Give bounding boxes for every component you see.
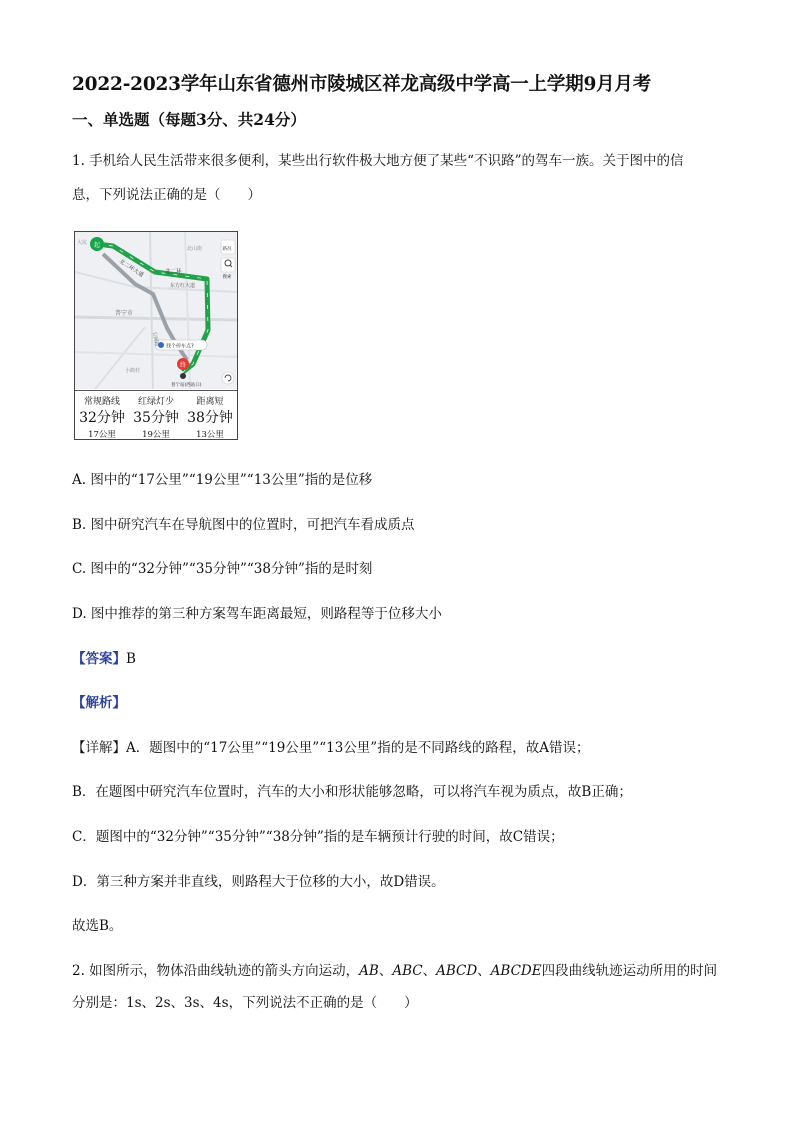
detail-line-c: C．题图中的“32分钟”“35分钟”“38分钟”指的是车辆预计行驶的时间，故C错误； (72, 829, 564, 845)
page-title: 2022-2023学年山东省德州市陵城区祥龙高级中学高一上学期9月月考 (72, 74, 652, 95)
detail-line-b: B．在题图中研究汽车位置时，汽车的大小和形状能够忽略，可以将汽车视为质点，故B正确； (72, 784, 632, 800)
segment-sep: 、 (422, 963, 437, 979)
segment-sep: 、 (477, 963, 491, 979)
detail-line-a (72, 738, 589, 758)
segment-abcde: ABCDE (490, 963, 542, 979)
road-label-b: 北二环 (165, 269, 182, 275)
route-time: 32分钟 (79, 410, 125, 426)
road-label-d: 普宁市 (115, 310, 134, 317)
route-option-2 (129, 391, 183, 440)
q2-stem-line1 (72, 961, 717, 981)
segment-sep: 、 (378, 963, 393, 979)
route-distance: 17公里 (88, 430, 116, 440)
route-time: 38分钟 (187, 410, 233, 426)
q1-option-b: B. 图中研究汽车在导航图中的位置时，可把汽车看成质点 (72, 517, 415, 533)
search-button-label: 搜索 (222, 275, 232, 280)
q1-stem-line1: 1. 手机给人民生活带来很多便利，某些出行软件极大地方便了某些“不识路”的驾车一族。关于图中的信 (72, 153, 684, 169)
q1-option-c: C. 图中的“32分钟”“35分钟”“38分钟”指的是时刻 (72, 561, 373, 577)
parking-tip: 找个停车点? (166, 343, 194, 350)
route-distance: 19公里 (142, 430, 170, 440)
q1-option-a: A. 图中的“17公里”“19公里”“13公里”指的是位移 (72, 472, 373, 488)
navigation-map (75, 232, 237, 389)
detail-line-d: D．第三种方案并非直线，则路程大于位移的大小，故D错误。 (72, 874, 445, 890)
navigation-figure (74, 231, 238, 440)
road-label-e: 公园路 (151, 331, 160, 348)
answer-value: B (126, 651, 136, 667)
road-label-c: 东方红大道 (170, 283, 196, 289)
route-option-1 (75, 391, 129, 440)
road-label-f: 大坑 (77, 240, 88, 246)
route-distance: 13公里 (196, 430, 224, 440)
traffic-button-label: 路况 (222, 247, 232, 252)
q1-stem-line2: 息，下列说法正确的是（ ） (72, 187, 261, 203)
conclusion: 故选B。 (72, 918, 123, 934)
route-option-3 (183, 391, 237, 440)
end-station-label: 普宁站(西站口) (171, 383, 202, 388)
q1-option-d: D. 图中推荐的第三种方案驾车距离最短，则路程等于位移大小 (72, 606, 442, 622)
start-badge: 起 (93, 242, 101, 249)
detail-label: 【详解】 (72, 740, 126, 756)
end-badge: 终 (179, 362, 187, 369)
q2-stem-prefix: 2. 如图所示，物体沿曲线轨迹的箭头方向运动， (72, 963, 360, 979)
analysis-label: 【解析】 (72, 695, 126, 711)
road-label-a: 北二环大道 (117, 258, 145, 279)
road-label-h: 小鹤村 (125, 368, 141, 374)
route-name: 常规路线 (83, 397, 120, 407)
road-label-g: 北山街 (187, 246, 203, 252)
route-time: 35分钟 (133, 410, 179, 426)
section-heading: 一、单选题（每题3分、共24分） (72, 110, 306, 129)
segment-abcd: ABCD (436, 963, 478, 979)
segment-abc: ABC (392, 963, 423, 979)
route-name: 距离短 (196, 397, 224, 407)
q2-stem-suffix: 四段曲线轨迹运动所用的时间 (541, 963, 718, 979)
answer-line (72, 649, 136, 669)
q2-stem-line2: 分别是：1s、2s、3s、4s，下列说法不正确的是（ ） (72, 995, 418, 1011)
answer-label: 【答案】 (72, 651, 126, 667)
route-options (75, 390, 237, 440)
route-name: 红绿灯少 (137, 397, 174, 407)
map-svg (75, 232, 237, 389)
detail-text-a: A．题图中的“17公里”“19公里”“13公里”指的是不同路线的路程，故A错误； (126, 740, 590, 756)
segment-ab: AB (359, 963, 379, 979)
